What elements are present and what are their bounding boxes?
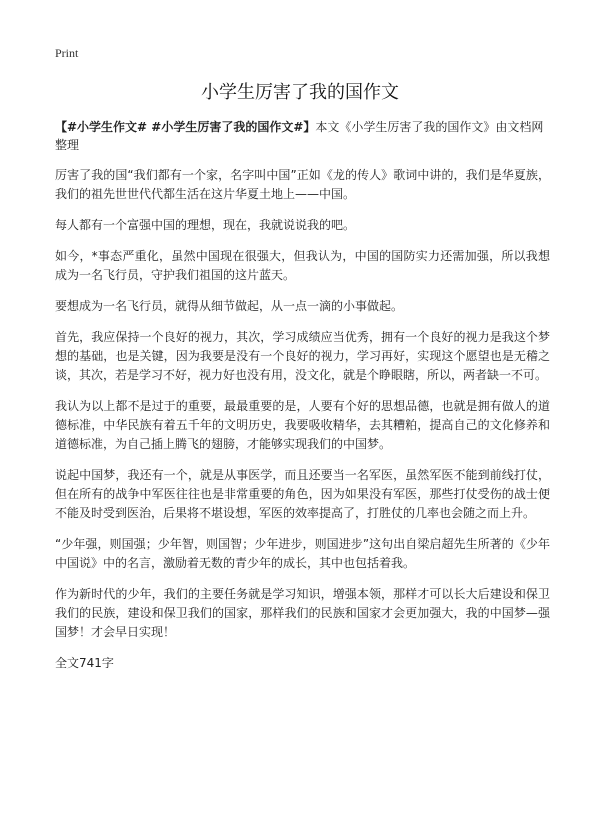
print-label: Print xyxy=(55,46,79,60)
paragraph-2: 每人都有一个富强中国的理想，现在，我就说说我的吧。 xyxy=(55,218,356,232)
paragraph-9: 作为新时代的少年，我们的主要任务就是学习知识，增强本领，那样才可以长大后建设和保卫我们的民族，建设和保卫我们的国家，那样我们的民族和国家才会更加强大，我的中国梦—强国梦！才会早日实现！ xyxy=(55,587,550,639)
article-body xyxy=(55,118,550,673)
paragraph-6: 我认为以上都不是过于的重要，最最重要的是，人要有个好的思想品德，也就是拥有做人的道德标准，中华民族有着五千年的文明历史，我要吸收精华，去其糟粕，提高自己的文化修养和道德标准，为自己插上腾飞的翅膀，才能够实现我们的中国梦。 xyxy=(55,399,550,451)
article-intro xyxy=(55,118,550,154)
paragraph-8: “少年强，则国强；少年智，则国智；少年进步，则国进步”这句出自梁启超先生所著的《少年中国说》中的名言，激励着无数的青少年的成长，其中也包括着我。 xyxy=(55,537,550,570)
article-source-note: 本文《小学生厉害了我的国作文》由文档网整理 xyxy=(55,120,544,152)
paragraph-3: 如今，*事态严重化，虽然中国现在很强大，但我认为，中国的国防实力还需加强，所以我想成为一名飞行员，守护我们祖国的这片蓝天。 xyxy=(55,249,550,282)
word-count: 全文741字 xyxy=(55,656,114,670)
paragraph-5: 首先，我应保持一个良好的视力，其次，学习成绩应当优秀，拥有一个良好的视力是我这个梦想的基础，也是关键，因为我要是没有一个良好的视力，学习再好，实现这个愿望也是无稽之谈，其次，若是学习不好，视力好也没有用，没文化，就是个睁眼瞎，所以，两者缺一不可。 xyxy=(55,330,550,382)
paragraph-1: 厉害了我的国“我们都有一个家，名字叫中国”正如《龙的传人》歌词中讲的，我们是华夏族，我们的祖先世世代代都生活在这片华夏土地上——中国。 xyxy=(55,168,550,201)
paragraph-7: 说起中国梦，我还有一个，就是从事医学，而且还要当一名军医，虽然军医不能到前线打仗，但在所有的战争中军医往往也是非常重要的角色，因为如果没有军医，那些打仗受伤的战士便不能及时受到医治，后果将不堪设想，军医的效率提高了，打胜仗的几率也会随之而上升。 xyxy=(55,468,550,520)
article-tags: 【#小学生作文# #小学生厉害了我的国作文#】 xyxy=(55,120,316,134)
page-title: 小学生厉害了我的国作文 xyxy=(201,82,399,103)
paragraph-4: 要想成为一名飞行员，就得从细节做起，从一点一滴的小事做起。 xyxy=(55,299,404,313)
